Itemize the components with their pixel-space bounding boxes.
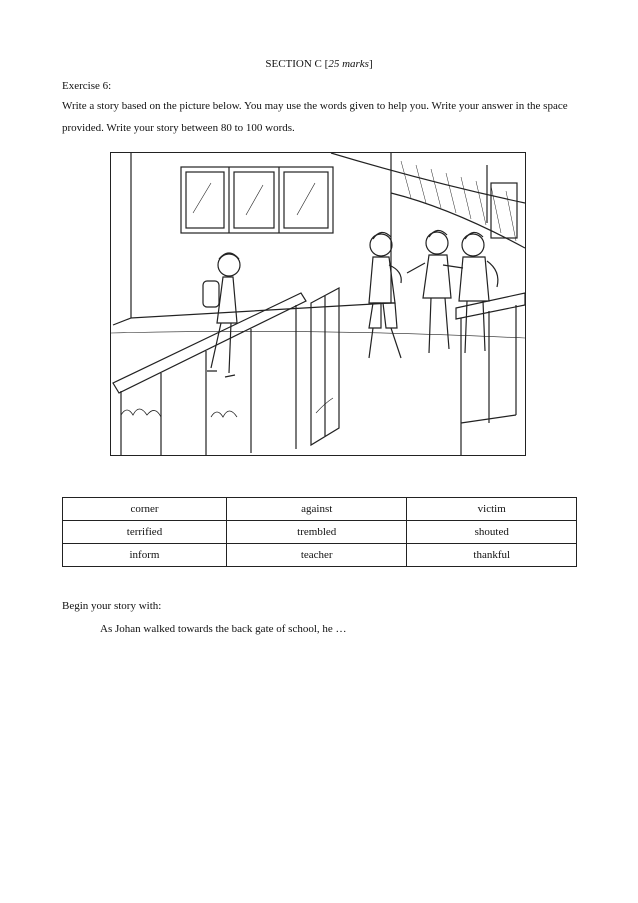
word-cell: against: [226, 498, 406, 521]
word-cell: trembled: [226, 521, 406, 544]
exercise-label: Exercise 6:: [62, 80, 112, 92]
word-cell: corner: [63, 498, 227, 521]
word-cell: thankful: [407, 544, 577, 567]
word-cell: inform: [63, 544, 227, 567]
table-row: [63, 521, 577, 544]
story-picture: [110, 152, 526, 456]
word-cell: terrified: [63, 521, 227, 544]
begin-label: Begin your story with:: [62, 600, 162, 612]
section-title-close: ]: [368, 58, 373, 70]
word-cell: victim: [407, 498, 577, 521]
table-row: [63, 544, 577, 567]
word-cell: shouted: [407, 521, 577, 544]
table-row: [63, 498, 577, 521]
bullying-scene-illustration: [111, 153, 525, 455]
section-marks: 25 marks: [328, 58, 369, 70]
word-cell: teacher: [226, 544, 406, 567]
section-title-text: SECTION C [: [265, 58, 329, 70]
story-opening: As Johan walked towards the back gate of school, he …: [100, 623, 347, 635]
section-title: [0, 58, 638, 70]
exercise-instructions: Write a story based on the picture below. You may use the words given to help you. Write your answer in the space provided. Write your story between 80 to 100 words.: [62, 100, 568, 134]
word-bank-table: [62, 497, 577, 567]
